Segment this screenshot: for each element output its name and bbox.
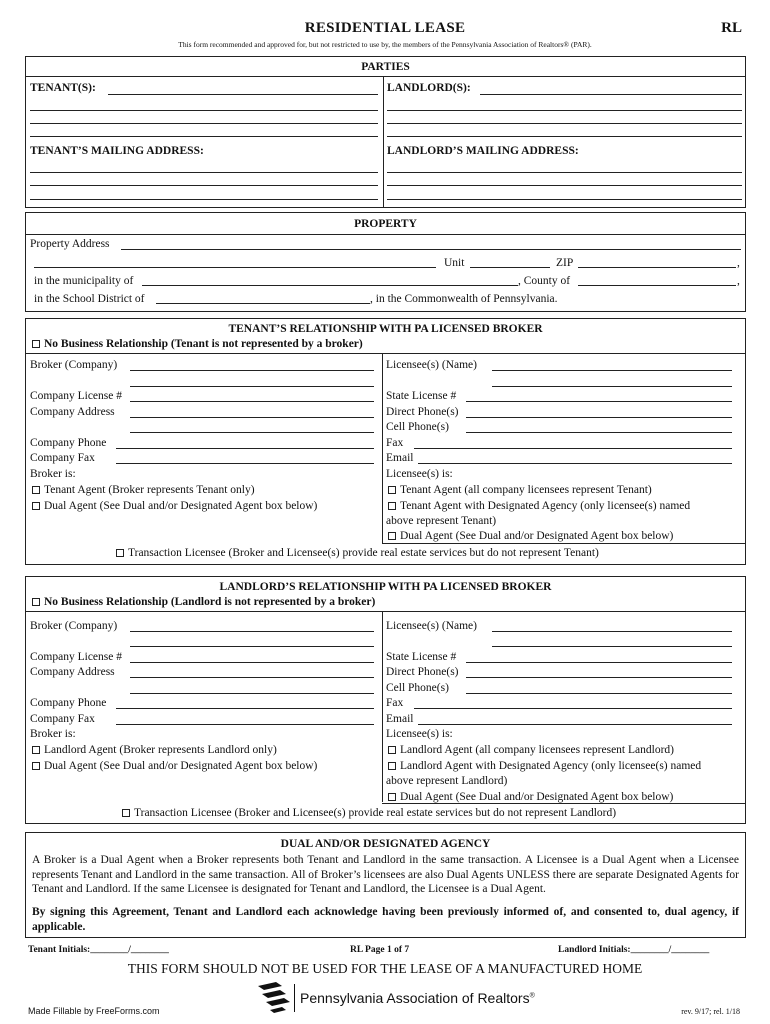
tenant-address-label: TENANT’S MAILING ADDRESS: xyxy=(30,145,204,157)
unit-field[interactable] xyxy=(470,267,550,268)
company-address-field-2[interactable] xyxy=(130,432,374,433)
lic-dual-agent-label: Dual Agent (See Dual and/or Designated Agent box below) xyxy=(400,791,674,803)
municipality-field[interactable] xyxy=(142,285,518,286)
tenant-no-relationship xyxy=(32,337,363,351)
checkbox[interactable] xyxy=(32,598,40,606)
landlord-no-relationship-label: No Business Relationship (Landlord is not represented by a broker) xyxy=(44,596,376,608)
broker-company-field-2[interactable] xyxy=(130,386,374,387)
company-phone-label: Company Phone xyxy=(30,437,107,449)
company-license-label: Company License # xyxy=(30,390,122,402)
dual-agency-paragraph: A Broker is a Dual Agent when a Broker represents both Tenant and Landlord in the same transaction. A Licensee is a Dual Agent when a Licensee represents Tenant and Landlord in the same transaction. All of Broker’s licensees are also Dual Agents UNLESS there are separate Designated Agents for Tenant and Landlord. If the same Licensee is designated for Tenant and Landlord, the Licensee is a Dual Agent. xyxy=(32,854,739,895)
dual-agent-label: Dual Agent (See Dual and/or Designated Agent box below) xyxy=(44,500,318,512)
company-address-field[interactable] xyxy=(130,677,374,678)
checkbox[interactable] xyxy=(32,486,40,494)
direct-phone-field[interactable] xyxy=(466,677,732,678)
checkbox[interactable] xyxy=(116,549,124,557)
lic-tenant-agent-label: Tenant Agent (all company licensees represent Tenant) xyxy=(400,484,652,496)
licensees-is-label: Licensee(s) is: xyxy=(386,468,453,480)
manufactured-home-warning: THIS FORM SHOULD NOT BE USED FOR THE LEASE OF A MANUFACTURED HOME xyxy=(127,961,643,976)
email-field[interactable] xyxy=(418,463,732,464)
cell-phone-field[interactable] xyxy=(466,432,732,433)
licensees-name-field[interactable] xyxy=(492,370,732,371)
checkbox[interactable] xyxy=(388,746,396,754)
property-section xyxy=(25,212,746,312)
broker-company-field[interactable] xyxy=(130,631,374,632)
school-district-field[interactable] xyxy=(156,303,370,304)
landlord-no-relationship xyxy=(32,595,375,609)
landlord-name-field[interactable] xyxy=(480,94,742,95)
cell-phone-label: Cell Phone(s) xyxy=(386,421,449,433)
tenants-label: TENANT(S): xyxy=(30,82,96,94)
tenant-transaction-licensee xyxy=(116,546,599,560)
page-number: RL Page 1 of 7 xyxy=(350,945,410,955)
checkbox[interactable] xyxy=(122,809,130,817)
broker-company-field[interactable] xyxy=(130,370,374,371)
property-address-label: Property Address xyxy=(30,238,110,250)
broker-company-label: Broker (Company) xyxy=(30,620,118,632)
county-field[interactable] xyxy=(578,285,736,286)
company-license-label: Company License # xyxy=(30,651,122,663)
property-address-field[interactable] xyxy=(121,249,741,250)
association-name-text: Pennsylvania Association of Realtors xyxy=(300,990,530,1006)
company-address-field-2[interactable] xyxy=(130,693,374,694)
landlord-transaction-licensee xyxy=(122,806,616,820)
form-title: RESIDENTIAL LEASE xyxy=(304,20,466,36)
tenant-address-field-3[interactable] xyxy=(30,199,378,200)
lic-tenant-agent-option xyxy=(388,483,652,497)
checkbox[interactable] xyxy=(32,746,40,754)
checkbox[interactable] xyxy=(388,762,396,770)
lic-designated-label: Tenant Agent with Designated Agency (only licensee(s) named xyxy=(400,500,691,512)
landlord-address-label: LANDLORD’S MAILING ADDRESS: xyxy=(387,145,579,157)
freeforms-credit: Made Fillable by FreeForms.com xyxy=(28,1006,160,1016)
tenant-broker-section xyxy=(25,318,746,565)
zip-field[interactable] xyxy=(578,267,736,268)
landlord-initials[interactable]: Landlord Initials:________/________ xyxy=(558,945,710,955)
company-fax-field[interactable] xyxy=(116,463,374,464)
lic-designated-option xyxy=(388,759,701,773)
revision-note: rev. 9/17; rel. 1/18 xyxy=(681,1007,740,1016)
lic-landlord-agent-label: Landlord Agent (all company licensees represent Landlord) xyxy=(400,744,674,756)
landlord-agent-label: Landlord Agent (Broker represents Landlord only) xyxy=(44,744,277,756)
email-field[interactable] xyxy=(418,724,732,725)
tenant-address-field-2[interactable] xyxy=(30,185,378,186)
lic-designated-option xyxy=(388,499,690,513)
tenant-no-relationship-label: No Business Relationship (Tenant is not represented by a broker) xyxy=(44,338,363,350)
tenant-name-field-2[interactable] xyxy=(30,110,378,111)
state-license-field[interactable] xyxy=(466,401,732,402)
lic-designated-label: Landlord Agent with Designated Agency (only licensee(s) named xyxy=(400,760,702,772)
dual-agent-label: Dual Agent (See Dual and/or Designated Agent box below) xyxy=(44,760,318,772)
checkbox[interactable] xyxy=(388,502,396,510)
company-license-field[interactable] xyxy=(130,662,374,663)
landlord-agent-option xyxy=(32,743,277,757)
property-address-field-2[interactable] xyxy=(34,267,436,268)
checkbox[interactable] xyxy=(32,502,40,510)
company-fax-label: Company Fax xyxy=(30,452,95,464)
lic-dual-agent-option xyxy=(388,529,673,543)
company-phone-field[interactable] xyxy=(116,708,374,709)
landlord-broker-section xyxy=(25,576,746,824)
checkbox[interactable] xyxy=(32,762,40,770)
lic-dual-agent-option xyxy=(388,790,673,804)
county-label: , County of xyxy=(518,275,571,287)
fax-field[interactable] xyxy=(414,708,732,709)
commonwealth-text: , in the Commonwealth of Pennsylvania. xyxy=(370,293,558,305)
form-subtitle: This form recommended and approved for, but not restricted to use by, the members of the Pennsylvania Association of Realtors® (PAR). xyxy=(178,40,592,49)
tenant-initials[interactable]: Tenant Initials:________/________ xyxy=(28,945,169,955)
school-district-label: in the School District of xyxy=(34,293,145,305)
tenant-broker-heading: TENANT’S RELATIONSHIP WITH PA LICENSED BROKER xyxy=(228,323,543,335)
landlord-name-field-3[interactable] xyxy=(387,123,742,124)
municipality-label: in the municipality of xyxy=(34,275,134,287)
fax-label: Fax xyxy=(386,697,404,709)
landlord-address-field-2[interactable] xyxy=(387,185,742,186)
licensees-name-field-2[interactable] xyxy=(492,646,732,647)
unit-label: Unit xyxy=(444,257,465,269)
comma: , xyxy=(737,275,740,287)
association-name xyxy=(300,990,535,1006)
licensees-name-field[interactable] xyxy=(492,631,732,632)
licensees-name-field-2[interactable] xyxy=(492,386,732,387)
company-address-label: Company Address xyxy=(30,666,115,678)
company-fax-label: Company Fax xyxy=(30,713,95,725)
tenant-name-field[interactable] xyxy=(108,94,378,95)
logo-divider xyxy=(294,984,295,1012)
lic-designated-cont: above represent Landlord) xyxy=(386,775,508,787)
dual-agent-option xyxy=(32,759,317,773)
email-label: Email xyxy=(386,452,414,464)
dual-agent-option xyxy=(32,499,317,513)
landlord-broker-heading: LANDLORD’S RELATIONSHIP WITH PA LICENSED BROKER xyxy=(219,581,552,593)
broker-is-label: Broker is: xyxy=(30,728,76,740)
broker-is-label: Broker is: xyxy=(30,468,76,480)
company-fax-field[interactable] xyxy=(116,724,374,725)
direct-phone-label: Direct Phone(s) xyxy=(386,406,459,418)
landlord-address-field[interactable] xyxy=(387,172,742,173)
broker-company-label: Broker (Company) xyxy=(30,359,118,371)
licensees-is-label: Licensee(s) is: xyxy=(386,728,453,740)
registered-mark: ® xyxy=(529,992,535,1000)
dual-agency-section xyxy=(25,832,746,938)
dual-agency-heading: DUAL AND/OR DESIGNATED AGENCY xyxy=(280,838,491,850)
email-label: Email xyxy=(386,713,414,725)
landlord-address-field-3[interactable] xyxy=(387,199,742,200)
zip-label: ZIP xyxy=(556,257,574,269)
company-phone-field[interactable] xyxy=(116,448,374,449)
lic-designated-cont: above represent Tenant) xyxy=(386,515,497,527)
direct-phone-label: Direct Phone(s) xyxy=(386,666,459,678)
tenant-address-field[interactable] xyxy=(30,172,378,173)
landlord-name-field-4[interactable] xyxy=(387,136,742,137)
landlord-transaction-label: Transaction Licensee (Broker and Licensee(s) provide real estate services but do not represent Landlord) xyxy=(134,807,617,819)
cell-phone-label: Cell Phone(s) xyxy=(386,682,449,694)
association-logo xyxy=(256,982,546,1016)
parties-section xyxy=(25,56,746,208)
dual-agency-acknowledge: By signing this Agreement, Tenant and Landlord each acknowledge having been previously informed of, and consented to, dual agency, if applicable. xyxy=(32,906,739,933)
checkbox[interactable] xyxy=(388,486,396,494)
form-code: RL xyxy=(721,20,742,36)
company-address-label: Company Address xyxy=(30,406,115,418)
property-heading: PROPERTY xyxy=(354,218,417,230)
tenant-agent-label: Tenant Agent (Broker represents Tenant only) xyxy=(44,484,255,496)
fax-field[interactable] xyxy=(414,448,732,449)
licensees-name-label: Licensee(s) (Name) xyxy=(386,620,477,632)
checkbox[interactable] xyxy=(32,340,40,348)
lic-landlord-agent-option xyxy=(388,743,674,757)
parties-heading: PARTIES xyxy=(361,61,410,73)
cell-phone-field[interactable] xyxy=(466,693,732,694)
fax-label: Fax xyxy=(386,437,404,449)
company-license-field[interactable] xyxy=(130,401,374,402)
checkbox[interactable] xyxy=(388,793,396,801)
company-phone-label: Company Phone xyxy=(30,697,107,709)
state-license-field[interactable] xyxy=(466,662,732,663)
licensees-name-label: Licensee(s) (Name) xyxy=(386,359,477,371)
tenant-transaction-label: Transaction Licensee (Broker and Licensee(s) provide real estate services but do not represent Tenant) xyxy=(128,547,599,559)
state-license-label: State License # xyxy=(386,390,457,402)
company-address-field[interactable] xyxy=(130,417,374,418)
tenant-agent-option xyxy=(32,483,255,497)
tenant-name-field-4[interactable] xyxy=(30,136,378,137)
state-license-label: State License # xyxy=(386,651,457,663)
direct-phone-field[interactable] xyxy=(466,417,732,418)
checkbox[interactable] xyxy=(388,532,396,540)
lic-dual-agent-label: Dual Agent (See Dual and/or Designated Agent box below) xyxy=(400,530,674,542)
landlords-label: LANDLORD(S): xyxy=(387,82,471,94)
tenant-name-field-3[interactable] xyxy=(30,123,378,124)
landlord-name-field-2[interactable] xyxy=(387,110,742,111)
broker-company-field-2[interactable] xyxy=(130,646,374,647)
comma: , xyxy=(737,257,740,269)
realtor-logo-icon xyxy=(256,982,292,1014)
